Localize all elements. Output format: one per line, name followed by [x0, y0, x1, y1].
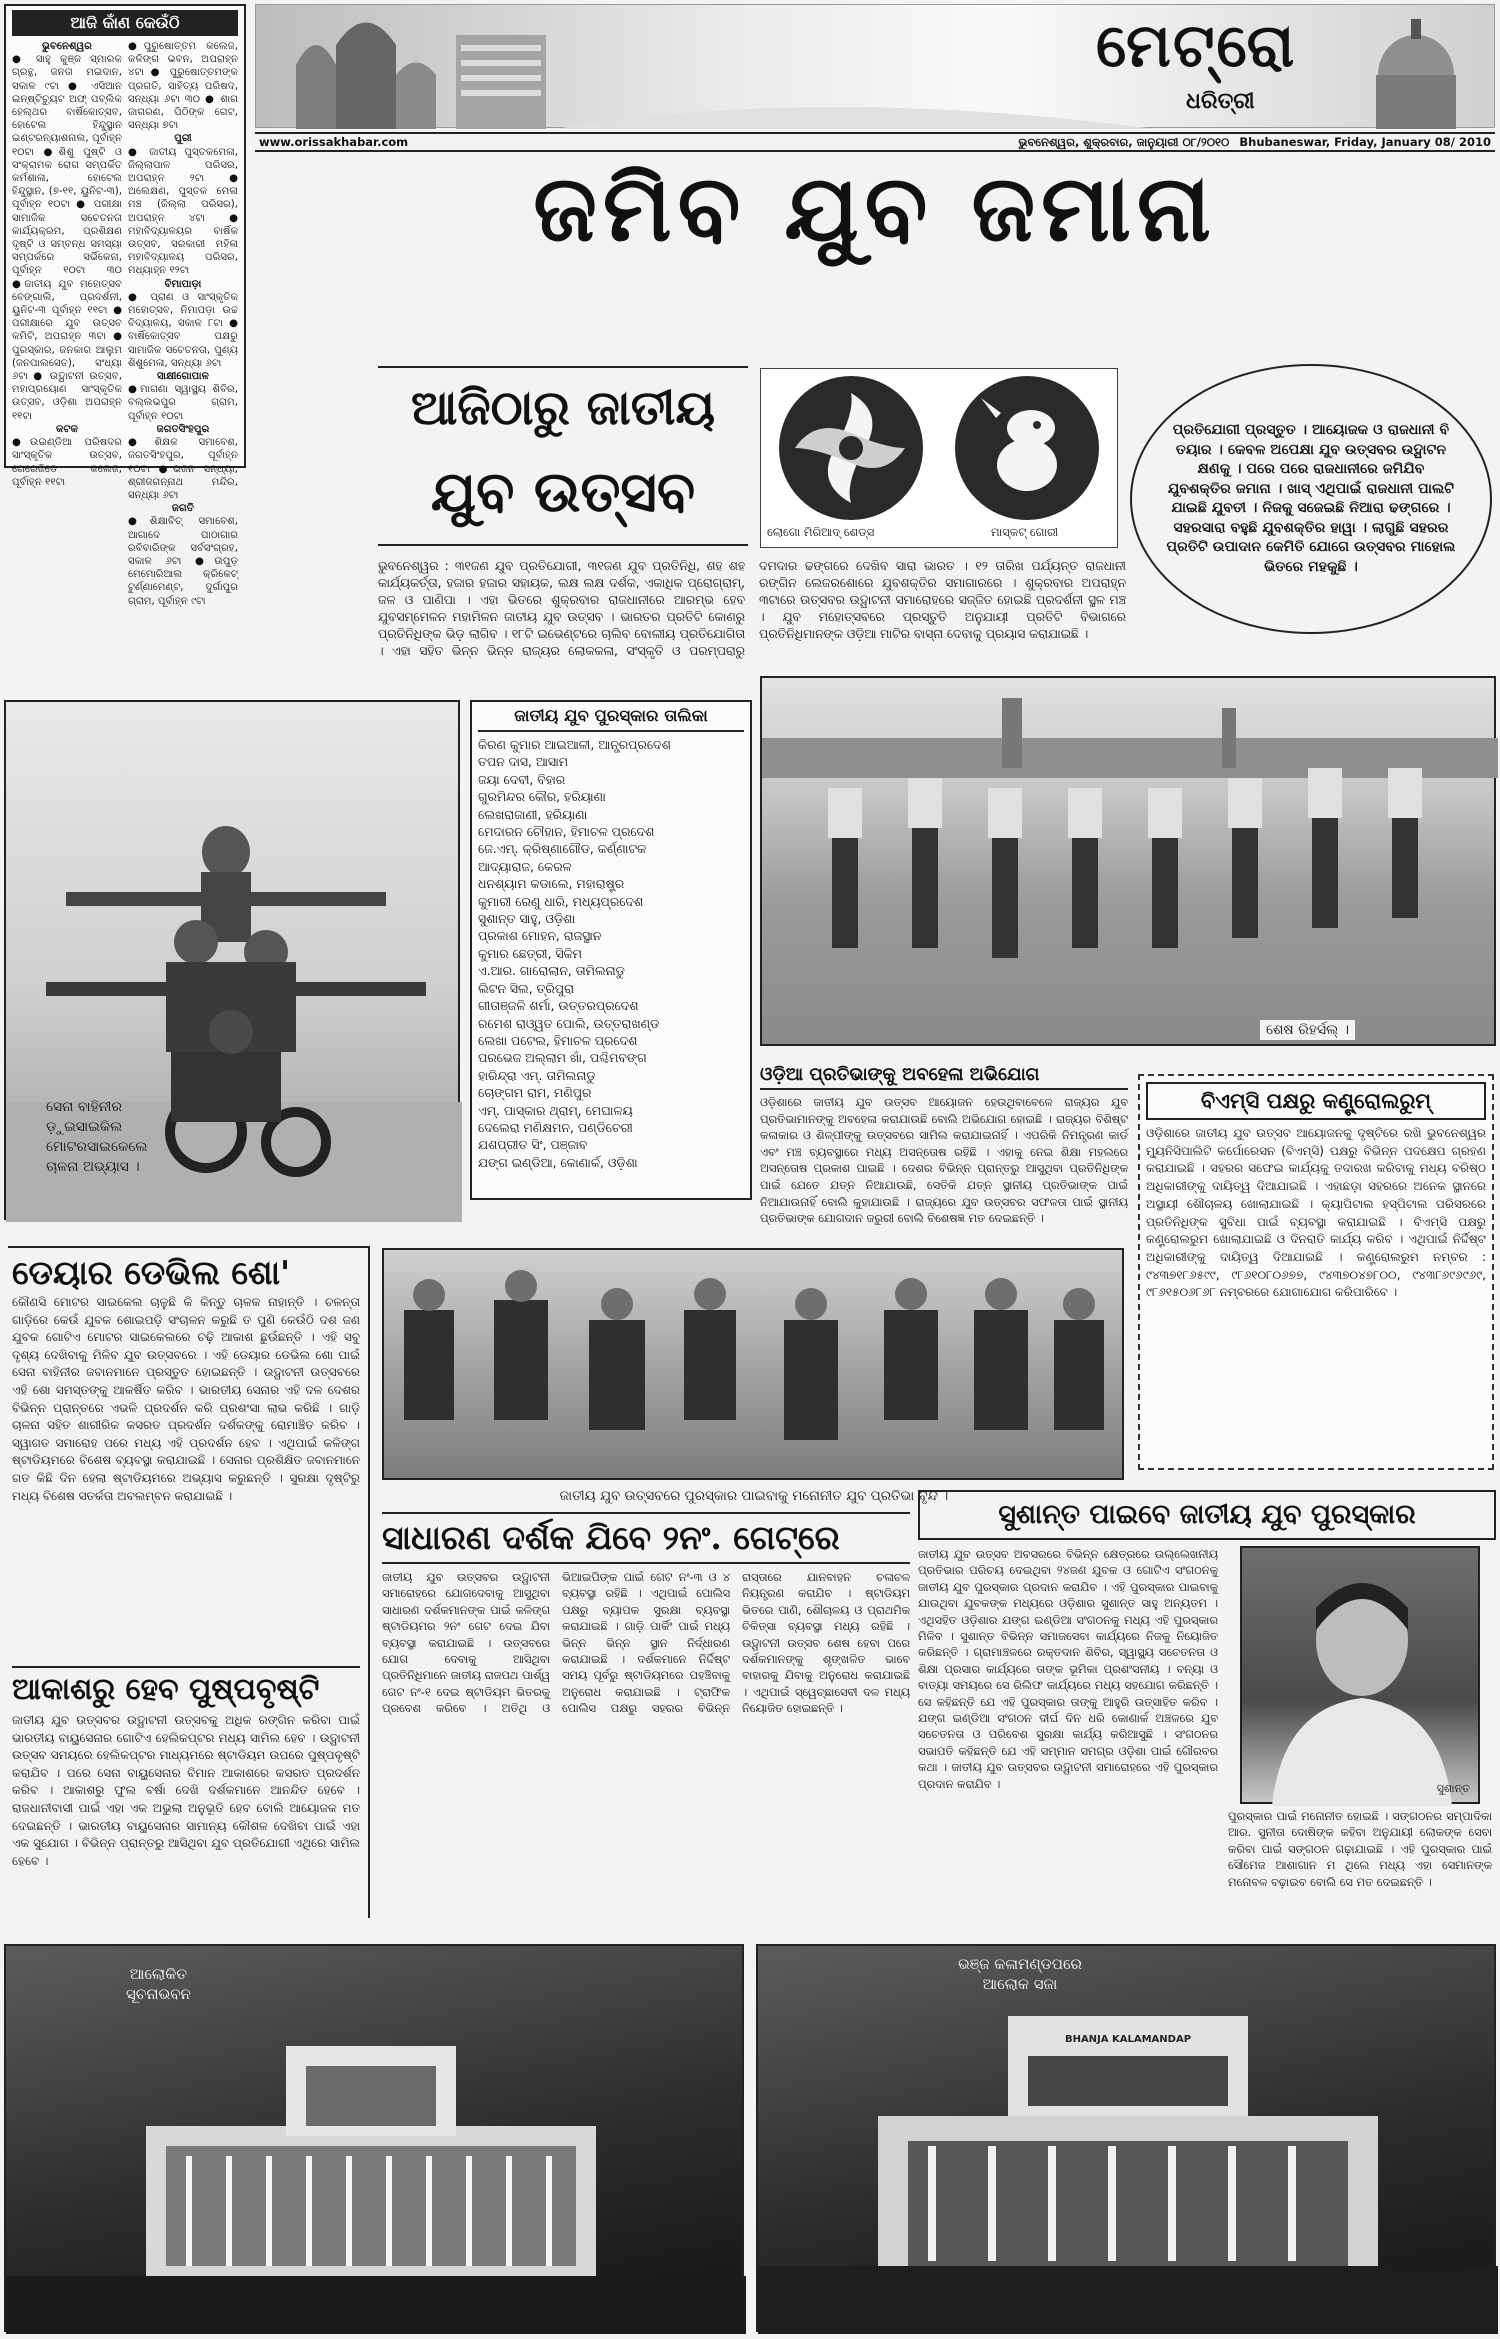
dateline-odia: ଭୁବନେଶ୍ୱର, ଶୁକ୍ରବାର, ଜାନୁୟାରୀ ୦୮/୨୦୧୦	[1018, 135, 1230, 149]
sub-headline-line2: ଯୁବ ଉତ୍ସବ	[430, 459, 696, 525]
masthead-subtitle: ଧରିତ୍ରୀ	[1186, 89, 1255, 114]
award-list-item: ଗୀତାଞ୍ଜଳି ଶର୍ମା, ଉତ୍ତରପ୍ରଦେଶ	[478, 998, 639, 1014]
rehearsal-photo	[760, 676, 1496, 1046]
award-list-item: ଗୁରମିନ୍ଦର କୌର, ହରିୟାଣା	[478, 789, 606, 805]
award-list-item: ଲେଖା ପଟେଲ, ହିମାଚଳ ପ୍ରଦେଶ	[478, 1032, 638, 1048]
event-location-heading: ଜଗତି	[171, 503, 195, 515]
award-list-item: ହାରିନ୍ଦ୍ରା ଏମ୍. ତାମିଲନାଡୁ	[478, 1067, 596, 1083]
events-column	[4, 4, 246, 607]
daredevil-article	[8, 1246, 370, 1918]
logo-caption: ଲୋଗୋ ମିରିଆଦ୍ ଶେଡ୍ସ	[767, 525, 875, 539]
award-list-item: ଏ.ଆର. ଗାରୋଲାନ, ତାମିଲନାଡୁ	[478, 963, 625, 979]
bmc-article	[1138, 1074, 1494, 1470]
event-list-text: ●ମାଗଣା ସ୍ୱାସ୍ଥ୍ୟ ଶିବିର, ବଲ୍ଲଭପୁର ଗ୍ରାମ, ପୂର୍ବାହ୍ନ ୧୦ଟା	[128, 384, 238, 422]
bhanja-kalamandap-photo	[756, 1944, 1496, 2332]
intro-oval-text: ପ୍ରତିଯୋଗୀ ପ୍ରସ୍ତୁତ । ଆୟୋଜକ ଓ ରାଜଧାନୀ ବି ତୟାର । କେବଳ ଅପେକ୍ଷା ଯୁବ ଉତ୍ସବର ଉଦ୍ଘାଟନ କ୍ଷଣକୁ । ପରେ ପରେ ରାଜଧାନୀରେ ଜମିଯିବ ଯୁବଶକ୍ତିର ଜମାନା । ଖାସ୍ ଏଥିପାଇଁ ରାଜଧାନୀ ପାଲଟି ଯାଇଛି ଯୁବତୀ । ନିଜକୁ ସଜେଇଛି ନିଆରା ଢଙ୍ଗରେ । ସହରସାରା ବହୁଛି ଯୁବଶକ୍ତିର ହାୱା । ଲାଗୁଛି ସହରର ପ୍ରତିଟି ଉପାଦାନ କେମିତି ଯୋଗେ ଉତ୍ସବର ମାହୋଲ ଭିତରେ ମହକୁଛି ।	[1166, 422, 1456, 575]
intro-oval	[1130, 364, 1492, 634]
award-list-item: ଜେ.ଏମ୍. କ୍ରିଷ୍ଣାଗୌଡ, କର୍ଣ୍ଣାଟକ	[478, 841, 647, 857]
army-bike-photo	[4, 700, 460, 1220]
event-location-heading: ଜଗତସିଂହପୁର	[156, 423, 210, 435]
sushant-body: ଜାତୀୟ ଯୁବ ଉତ୍ସବ ଅବସରରେ ବିଭିନ୍ନ କ୍ଷେତ୍ରରେ ଉଲ୍ଲେଖନୀୟ ପ୍ରତିଭାର ପରିଚୟ ଦେଇଥିବା ୨୪ଜଣ ଯୁବକ ଓ ଗୋଟିଏ ସଂଗଠନକୁ ଜାତୀୟ ଯୁବ ପୁରସ୍କାର ପ୍ରଦାନ କରାଯିବ । ଏହି ପୁରସ୍କାର ପାଇବାକୁ ଯାଉଥିବା ଯୁବକଙ୍କ ମଧ୍ୟରେ ଓଡ଼ିଶାର ସୁଶାନ୍ତ ସାହୁ ଅନ୍ୟତମ । ଏଥିସହିତ ଓଡ଼ିଶାର ଯଙ୍ଗ ଇଣ୍ଡିଆ ସଂଗଠନକୁ ମଧ୍ୟ ଏହି ପୁରସ୍କାର ମିଳିବ । ସୁଶାନ୍ତ ବିଭିନ୍ନ ସମାଜସେବା କାର୍ଯ୍ୟରେ ନିଜକୁ ନିୟୋଜିତ କରିଛନ୍ତି । ଗ୍ରାମାଞ୍ଚଳରେ ରକ୍ତଦାନ ଶିବିର, ସ୍ୱାସ୍ଥ୍ୟ ସଚେତନତା ଓ ଶିକ୍ଷା ପ୍ରସାର କାର୍ଯ୍ୟରେ ତାଙ୍କ ଭୂମିକା ପ୍ରଶଂସନୀୟ । ବନ୍ୟା ଓ ବାତ୍ୟା ସମୟରେ ସେ ରିଲିଫ କାର୍ଯ୍ୟରେ ମଧ୍ୟ ସହଯୋଗ କରିଛନ୍ତି । ସେ କହିଛନ୍ତି ଯେ ଏହି ପୁରସ୍କାର ତାଙ୍କୁ ଆହୁରି ଉତ୍ସାହିତ କରିବ । ଯଙ୍ଗ ଇଣ୍ଡିଆ ସଂଗଠନ ଦୀର୍ଘ ଦିନ ଧରି କୋଣାର୍କ ଅଞ୍ଚଳରେ ଯୁବ ସଚେତନତା ଓ ପରିବେଶ ସୁରକ୍ଷା କାର୍ଯ୍ୟ କରିଆସୁଛି । ସଂଗଠନର ସଭାପତି କହିଛନ୍ତି ଯେ ଏହି ସମ୍ମାନ ସମଗ୍ର ଓଡ଼ିଶା ପାଇଁ ଗୌରବର କଥା । ଜାତୀୟ ଯୁବ ଉତ୍ସବର ଉଦ୍ଘାଟନୀ ସମାରୋହରେ ଏହି ପୁରସ୍କାର ପ୍ରଦାନ କରାଯିବ ।	[918, 1547, 1218, 1791]
event-list-text: ● ସାହୁ କୁଞ୍ଜ ସ୍ମାରକ ଗ୍ରନ୍ଥ, ଜନତା ମଇଦାନ, ସକାଳ ୯ଟା ● ଏସିଆନ ଇନ୍ଷ୍ଟିଚ୍ୟୁଟ ଅଫ୍ ପବ୍ଲିକ ହେଲ୍ଥର ବାର୍ଷିକୋତ୍ସବ, ହୋଟେଲ ହିନ୍ଦୁସ୍ଥାନ ଇଣ୍ଟରନ୍ୟାଶନାଲ, ପୂର୍ବାହ୍ନ ୧୦ଟା ●ଶିଶୁ ପୁଷ୍ଟି ଓ ସଂକ୍ରାମକ ରୋଗ ସମ୍ପର୍କିତ କର୍ମଶାଳା, ହୋଟେଲ ହିନ୍ଦୁସ୍ଥାନ, (୭-୧୧, ୟୁନିଟ-୩), ପୂର୍ବାହ୍ନ ୧୦ଟା ● ପରୀକ୍ଷା ସାମାଜିକ ସଚେତନତା କାର୍ଯ୍ୟକ୍ରମ, ପ୍ରଶିକ୍ଷଣ ଦୃଷ୍ଟି ଓ ସମ୍ବନ୍ଧ ସମସ୍ୟା ସମ୍ପର୍କରେ ସର୍ଭିକେନା, ପୂର୍ବାହ୍ନ ୧୦ଟା ୩୦ ●ଜାତୀୟ ଯୁବ ମହୋତ୍ସବ ବେଙ୍ଗାଲି, ପ୍ରଦର୍ଶନୀ, ୟୁନିଟ-୩ ପୂର୍ବାହ୍ନ ୧୧ଟା ● ପରୀକ୍ଷାରେ ଯୁବ ଉତ୍ସବ କମିଟି, ଅପରାହ୍ନ ୩ଟା ● ପୁରସ୍କାର, ଜନକାର ଆଲୁମ (ଜନପାଲସେତ), ସଂଧ୍ୟା ୬ଟା ● ଉଦ୍ଘାଟନୀ ଉତ୍ସବ, ମହାପ୍ରୟୋଣ ସାଂସ୍କୃତିକ ଉତ୍ସବ, ଓଡ଼ିଶା ଅପରାହ୍ନ ୧୧ଟା	[12, 54, 122, 422]
award-list-item: ଯଶପ୍ରୀତ ସିଂ, ପଞ୍ଜାବ	[478, 1137, 588, 1153]
website-link[interactable]: www.orissakhabar.com	[259, 135, 409, 149]
event-location-heading: ବିମାପାଡ଼ା	[164, 278, 202, 290]
sky-title: ଆକାଶରୁ ହେବ ପୁଷ୍ପବୃଷ୍ଟି	[12, 1666, 360, 1712]
events-col-1	[12, 40, 122, 608]
award-list-item: ଆଦ୍ୟାରାଜ, କେରଳ	[478, 858, 572, 874]
sub-headline	[378, 366, 748, 546]
award-list	[470, 700, 752, 1200]
bhanja-kalamandap-caption-line1: ଭଞ୍ଜ କଳାମଣ୍ଡପରେ	[958, 1955, 1082, 1973]
event-location-heading: ଭୁବନେଶ୍ୱର	[41, 41, 93, 52]
gate-body: ଜାତୀୟ ଯୁବ ଉତ୍ସବର ଉଦ୍ଘାଟନୀ ସମାରୋହରେ ଯୋଗଦେବାକୁ ଆସୁଥିବା ସାଧାରଣ ଦର୍ଶକମାନଙ୍କ ପାଇଁ କଳିଙ୍ଗ ଷ୍ଟାଡିୟମର ୨ନଂ ଗେଟ ଦେଇ ଯିବା ବ୍ୟବସ୍ଥା କରାଯାଇଛି । ଉତ୍ସବରେ ଯୋଗ ଦେବାକୁ ଆସିଥିବା ପ୍ରତିନିଧିମାନେ ଜାତୀୟ ରାଜପଥ ପାର୍ଶ୍ୱ ଗେଟ ନଂ-୧ ଦେଇ ଷ୍ଟାଡିୟମ ଭିତରକୁ ପ୍ରବେଶ କରିବେ । ଅତିଥି ଓ ଭିଆଇପିଙ୍କ ପାଇଁ ଗେଟ ନଂ-୩ ଓ ୪ ବ୍ୟବସ୍ଥା ରହିଛି । ଏଥିପାଇଁ ପୋଲିସ ପକ୍ଷରୁ ବ୍ୟାପକ ସୁରକ୍ଷା ବ୍ୟବସ୍ଥା କରାଯାଇଛି । ଗାଡ଼ି ପାର୍କିଂ ପାଇଁ ମଧ୍ୟ ଭିନ୍ନ ଭିନ୍ନ ସ୍ଥାନ ନିର୍ଦ୍ଧାରଣ କରାଯାଇଛି । ଦର୍ଶକମାନେ ନିର୍ଦ୍ଦିଷ୍ଟ ସମୟ ପୂର୍ବରୁ ଷ୍ଟାଡିୟମରେ ପହଞ୍ଚିବାକୁ ଅନୁରୋଧ କରାଯାଇଛି । ଟ୍ରାଫିକ ପୋଲିସ ପକ୍ଷରୁ ସହରର ବିଭିନ୍ନ ରାସ୍ତାରେ ଯାନବାହନ ଚଳାଚଳ ନିୟନ୍ତ୍ରଣ କରାଯିବ । ଷ୍ଟାଡିୟମ ଭିତରେ ପାଣି, ଶୌଚାଳୟ ଓ ପ୍ରାଥମିକ ଚିକିତ୍ସା ବ୍ୟବସ୍ଥା ମଧ୍ୟ ରହିଛି । ଉଦ୍ଘାଟନୀ ଉତ୍ସବ ଶେଷ ହେବା ପରେ ଦର୍ଶକମାନଙ୍କୁ ଶୃଙ୍ଖଳିତ ଭାବେ ବାହାରକୁ ଯିବାକୁ ଅନୁରୋଧ କରାଯାଇଛି । ଏଥିପାଇଁ ସ୍ୱେଚ୍ଛାସେବୀ ଦଳ ମଧ୍ୟ ନିୟୋଜିତ ହୋଇଛନ୍ତି ।	[382, 1571, 910, 1716]
award-list-item: ଯଙ୍ଗ ଇଣ୍ଡିଆ, କୋଣାର୍କ, ଓଡ଼ିଶା	[478, 1154, 638, 1170]
award-list-item: ରମେଶ ରାଓ୍ୱତ ପୋଲି, ଉତ୍ତରାଖଣ୍ଡ	[478, 1015, 660, 1031]
mascot-caption: ମାସ୍କଟ୍ ଗୋରୀ	[991, 525, 1059, 539]
skyline-illustration	[256, 5, 1496, 129]
event-list-text: ●ପୁରୁଷୋତ୍ତମ କଲେଜ, କଳିଙ୍ଗ ଭବନ, ଅପରାହ୍ନ ୪ଟା ● ପୁରୁଷୋତ୍ତମଙ୍କ ପ୍ରଗତି, ସାହିତ୍ୟ ପରିଷଦ, ସନ୍ଧ୍ୟା ୬ଟା ୩୦ ● ଶାଗ ଜାଗରଣ, ପିଠିଙ୍କ ଗେଟ, ସନ୍ଧ୍ୟା ୭ଟା	[128, 41, 238, 132]
award-list-item: ଚୋଙ୍ଗମ ରାମ, ମଣିପୁର	[478, 1085, 592, 1101]
bmc-title: ବିଏମ୍‌ସି ପକ୍ଷରୁ କଣ୍ଟ୍ରୋଲରୁମ୍	[1146, 1082, 1486, 1120]
award-list-item: ଲେଖରାଜାଣୀ, ହରିୟାଣା	[478, 806, 588, 822]
award-list-item: କିରଣ କୁମାର ଆଇଆଳୀ, ଆନ୍ଧ୍ରପ୍ରଦେଶ	[478, 737, 671, 752]
dateline-en: Bhubaneswar, Friday, January 08/ 2010	[1239, 135, 1491, 149]
award-names	[478, 736, 744, 1171]
sushant-photo-caption: ସୁଶାନ୍ତ	[1436, 1782, 1470, 1795]
rehearsal-caption: ଶେଷ ରିହର୍ସଲ୍ ।	[1260, 1020, 1355, 1040]
dateline-bar	[255, 132, 1495, 152]
sushant-photo	[1240, 1546, 1480, 1804]
talent-complaint-body: ଓଡ଼ିଶାରେ ଜାତୀୟ ଯୁବ ଉତ୍ସବ ଆୟୋଜନ ହେଉଥିବାବେଳେ ରାଜ୍ୟର ଯୁବ ପ୍ରତିଭାମାନଙ୍କୁ ଅବହେଳା କରାଯାଉଛି ବୋଲି ଅଭିଯୋଗ ହୋଇଛି । ରାଜ୍ୟର ବିଶିଷ୍ଟ କଳାକାର ଓ ଶିଳ୍ପୀଙ୍କୁ ଉତ୍ସବରେ ସାମିଲ କରାଯାଇନାହିଁ । ଏପରିକି ନିମନ୍ତ୍ରଣ କାର୍ଡ ଏବଂ ମଞ୍ଚ ବ୍ୟବସ୍ଥାରେ ମଧ୍ୟ ଅସନ୍ତୋଷ ରହିଛି । ଏହାକୁ ନେଇ ଶିକ୍ଷା ମହଲରେ ଅସନ୍ତୋଷ ପ୍ରକାଶ ପାଇଛି । ଦେଶର ବିଭିନ୍ନ ପ୍ରାନ୍ତରୁ ଆସୁଥିବା ପ୍ରତିନିଧିଙ୍କ ପାଇଁ ଯେତେ ଯତ୍ନ ନିଆଯାଉଛି, ସେତିକି ଯତ୍ନ ସ୍ଥାନୀୟ ପ୍ରତିଭାଙ୍କ ପାଇଁ ନିଆଯାଉନାହିଁ ବୋଲି କୁହାଯାଉଛି । ରାଜ୍ୟରେ ଯୁବ ଉତ୍ସବର ସଫଳତା ପାଇଁ ସ୍ଥାନୀୟ ପ୍ରତିଭାଙ୍କ ଯୋଗଦାନ ଜରୁରୀ ବୋଲି ବିଶେଷଜ୍ଞ ମତ ଦେଇଛନ୍ତି ।	[760, 1095, 1128, 1226]
masthead	[255, 4, 1495, 128]
bhanja-kalamandap-caption-line2: ଆଲୋକ ସଜା	[982, 1975, 1058, 1993]
event-location-heading: ସାକ୍ଷୀଗୋପାଳ	[157, 371, 209, 383]
sushant-article	[918, 1490, 1496, 1922]
talent-complaint-article	[760, 1064, 1128, 1260]
mascot-icon	[941, 373, 1113, 523]
award-list-item: ଜୟା ଦେବୀ, ବିହାର	[478, 771, 566, 787]
sushant-tail: ପୁରସ୍କାର ପାଇଁ ମନୋନୀତ ହୋଇଛି । ସଙ୍ଗଠନର ସମ୍ପାଦିକା ଆର. ସୁନୀତା ଦୋଷିଙ୍କ କହିବା ଅନୁଯାୟୀ ଲୋକଙ୍କ ସେବା କରିବା ପାଇଁ ସଙ୍ଗଠନ ଗଢ଼ାଯାଇଛି । ଏହି ପୁରସ୍କାର ପାଇଁ ସୌମେଜ ଆଶାଗାନ ମ ଥିଲେ ମଧ୍ୟ ଏହା ସେମାନଙ୍କ ମନୋବଳ ବଢ଼ାଇବ ବୋଲି ସେ ମତ ଦେଇଛନ୍ତି ।	[1228, 1809, 1492, 1889]
award-list-title: ଜାତୀୟ ଯୁବ ପୁରସ୍କାର ତାଲିକା	[478, 706, 744, 732]
gate-title: ସାଧାରଣ ଦର୍ଶକ ଯିବେ ୨ନଂ. ଗେଟ୍‌ରେ	[382, 1512, 910, 1564]
award-list-item: ଲିଟନ ସିଲ, ତ୍ରିପୁରା	[478, 980, 574, 996]
award-list-item: କୁମାର ଛେତ୍ରୀ, ସିକିମ	[478, 945, 582, 961]
bmc-body: ଓଡ଼ିଶାରେ ଜାତୀୟ ଯୁବ ଉତ୍ସବ ଆୟୋଜନକୁ ଦୃଷ୍ଟିରେ ରଖି ଭୁବନେଶ୍ୱର ମ୍ୟୁନିସିପାଲିଟି କର୍ପୋରେସନ (ବିଏମ୍‌ସି) ପକ୍ଷରୁ ବିଭିନ୍ନ ପଦକ୍ଷେପ ଗ୍ରହଣ କରାଯାଇଛି । ସହରର ସଫେଇ କାର୍ଯ୍ୟକୁ ତଦାରଖ କରିବାକୁ ମଧ୍ୟ ବରିଷ୍ଠ ଅଧିକାରୀଙ୍କୁ ଦାୟିତ୍ୱ ଦିଆଯାଇଛି । ଏହାଛଡ଼ା ସହରରେ ଅନେକ ସ୍ଥାନରେ ଅସ୍ଥାୟୀ ଶୌଚାଳୟ ଖୋଲାଯାଇଛି । କ୍ୟାପିଟାଲ ହସ୍ପିଟାଲ ପରିସରରେ ପ୍ରତିନିଧିଙ୍କ ସୁବିଧା ପାଇଁ ବ୍ୟବସ୍ଥା କରାଯାଇଛି । ବିଏମ୍‌ସି ପକ୍ଷରୁ କଣ୍ଟ୍ରୋଲରୁମ ଖୋଲାଯାଇଛି ଓ ଦିନରାତି କାର୍ଯ୍ୟ କରିବ । ଏଥିପାଇଁ ନିର୍ଦ୍ଦିଷ୍ଟ ଅଧିକାରୀଙ୍କୁ ଦାୟିତ୍ୱ ଦିଆଯାଇଛି । କଣ୍ଟ୍ରୋଲରୁମ ନମ୍ବର : ୯୪୩୭୧୮୬୫୯୯, ୯୮୬୧୦୮୦୬୭୭, ୯୪୩୭୦୪୭୮୦୦, ୯୪୩୮୬୯୬୯୬୯, ୯୮୬୧୫୦୬୮୬୮ ନମ୍ବରରେ ଯୋଗାଯୋଗ କରିପାରିବେ ।	[1146, 1126, 1486, 1300]
events-col-2	[128, 40, 238, 608]
main-headline: ଜମିବ ଯୁବ ଜମାନା	[533, 154, 1217, 262]
event-list-text: ● ପ୍ରାଣ ଓ ସାଂସ୍କୃତିକ ମହୋତ୍ସବ, ନିମାପଡ଼ା ଉଚ୍ଚ ବିଦ୍ୟାଳୟ, ସକାଳ ୮ଟା ● ବାର୍ଷିକୋତ୍ସବ ପକ୍ଷରୁ ସାମାଜିକ ସଚେତନତା, ପୁଣ୍ୟ ଶିଶୁମେଳା, ସନ୍ଧ୍ୟା ୬ଟା	[128, 291, 238, 369]
sub-headline-line1: ଆଜିଠାରୁ ଜାତୀୟ	[410, 380, 716, 436]
award-list-item: କୁମାରୀ ରେଣୁ ଧାରି, ମଧ୍ୟପ୍ରଦେଶ	[478, 893, 644, 909]
award-list-item: ସୁଶାନ୍ତ ସାହୁ, ଓଡ଼ିଶା	[478, 911, 576, 927]
award-list-item: ମେଦାରନ ଚୌହାନ, ହିମାଚଳ ପ୍ରଦେଶ	[478, 824, 655, 840]
daredevil-title: ଡେୟାର ଡେଭିଲ ଶୋ'	[12, 1253, 291, 1292]
event-location-heading: କଟକ	[55, 423, 79, 435]
award-list-item: ଦେଲେରା ମଣିକ୍ଷମନ, ପଣ୍ଡିଚେରୀ	[478, 1119, 633, 1135]
events-title: ଆଜି କାଁଣ କେଉଁଠି	[12, 10, 238, 36]
event-location-heading: ପୁରୀ	[174, 133, 192, 145]
talent-complaint-title: ଓଡ଼ିଆ ପ୍ରତିଭାଙ୍କୁ ଅବହେଳା ଅଭିଯୋଗ	[760, 1064, 1128, 1090]
award-list-item: ପ୍ରକାଶ ମୋହନ, ରାଜସ୍ଥାନ	[478, 928, 602, 944]
information-bhawan-caption-line1: ଆଲୋକିତ	[129, 1965, 188, 1983]
bhanja-kalamandap-caption	[958, 1954, 1082, 1994]
awardees-caption: ଜାତୀୟ ଯୁବ ଉତ୍ସବରେ ପୁରସ୍କାର ପାଇବାକୁ ମନୋନୀତ ଯୁବ ପ୍ରତିଭା ବୃନ୍ଦ ।	[559, 1488, 949, 1504]
festival-logo-icon	[765, 373, 937, 523]
award-list-item: ପରଭେଜ ଅଲ୍ଲାମ ଖାଁ, ପଶ୍ଚିମବଙ୍ଗ	[478, 1050, 647, 1066]
event-list-text: ●ଶିକ୍ଷକ ସମାବେଶ, ଜଗତସିଂହପୁର, ପୂର୍ବାହ୍ନ ୧୦ଟା ●ଭଜନ ସନ୍ଧ୍ୟା, ଶ୍ରୀଜଗନ୍ନାଥ ମନ୍ଦିର, ସନ୍ଧ୍ୟା ୬ଟା	[128, 437, 238, 501]
event-list-text: ● ଜାତୀୟ ପୁସ୍ତକମେଳା, ଜିଲ୍ଲାପାଳ ପରିସର, ଅପରାହ୍ନ ୨ଟା ● ଅଲେକ୍ଷଣ, ପୁସ୍ତକ ମେଳା ମଞ୍ଚ (ଜିଲ୍ଲା ପରିସର), ଅପରାହ୍ନ ୪ଟା ● ମହାବିଦ୍ୟାଳୟର ବାର୍ଷିକ ଉତ୍ସବ, ସରକାରୀ ମହିଳା ମହାବିଦ୍ୟାଳୟ ପରିସର, ମଧ୍ୟାହ୍ନ ୧୨ଟା	[128, 146, 238, 277]
information-bhawan-caption	[126, 1964, 191, 2004]
award-list-item: ତପନ ଦାସ, ଆସାମ	[478, 754, 569, 770]
sushant-title: ସୁଶାନ୍ତ ପାଇବେ ଜାତୀୟ ଯୁବ ପୁରସ୍କାର	[918, 1490, 1496, 1540]
awardees-group-photo	[382, 1248, 1124, 1480]
gate-article	[382, 1512, 910, 1922]
building-sign: BHANJA KALAMANDAP	[1064, 2034, 1192, 2045]
daredevil-body: କୌଣସି ମୋଟର ସାଇକେଲ ଚାଳୁଛି କି କିନ୍ତୁ ଚାଳକ ନାହାନ୍ତି । ଚଳନ୍ତା ଗାଡ଼ିରେ କେଉଁ ଯୁବକ ଶୋଇପଡ଼ି ସଂଚାଳନ କରୁଛି ତ ପୁଣି କେଉଁଠି ଦଶ ଜଣ ଯୁବକ ଗୋଟିଏ ମୋଟର ସାଇକେଲରେ ଚଢ଼ି ଆକାଶ ଛୁଉଁଛନ୍ତି । ଏହି ସବୁ ଦୃଶ୍ୟ ଦେଖିବାକୁ ମିଳିବ ଯୁବ ଉତ୍ସବରେ । ଏହି ଡେୟାର ଡେଭିଲ ଶୋ ପାଇଁ ସେନା ବାହିନୀର ଜବାନମାନେ ପ୍ରସ୍ତୁତ ହୋଇଛନ୍ତି । ଉଦ୍ଘାଟନୀ ଉତ୍ସବରେ ଏହି ଶୋ ସମସ୍ତଙ୍କୁ ଆକର୍ଷିତ କରିବ । ଭାରତୀୟ ସେନାର ଏହି ଦଳ ଦେଶର ବିଭିନ୍ନ ପ୍ରାନ୍ତରେ ଏଭଳି ପ୍ରଦର୍ଶନ କରି ପ୍ରଶଂସା ଲାଭ କରିଛି । ଗାଡ଼ି ଚାଳନା ସହିତ ଶାରୀରିକ କସରତ ପ୍ରଦର୍ଶନ ଦର୍ଶକଙ୍କୁ ରୋମାଞ୍ଚିତ କରିବ । ସ୍ୱାଗତ ସମାରୋହ ପରେ ମଧ୍ୟ ଏହି ପ୍ରଦର୍ଶନ ହେବ । ଏଥିପାଇଁ କଳିଙ୍ଗ ଷ୍ଟାଡିୟମରେ ବିଶେଷ ବ୍ୟବସ୍ଥା କରାଯାଇଛି । ସେନାର ପ୍ରଶିକ୍ଷିତ ଜବାନମାନେ ଗତ କିଛି ଦିନ ହେଲା ଷ୍ଟାଡିୟମରେ ଅଭ୍ୟାସ କରୁଛନ୍ତି । ସୁରକ୍ଷା ଦୃଷ୍ଟିରୁ ମଧ୍ୟ ବିଶେଷ ସତର୍କତା ଅବଲମ୍ବନ କରାଯାଇଛି ।	[12, 1295, 360, 1503]
masthead-title: ମେଟ୍ରୋ	[1096, 11, 1297, 81]
sky-body: ଜାତୀୟ ଯୁବ ଉତ୍ସବର ଉଦ୍ଘାଟନୀ ଉତ୍ସବକୁ ଅଧିକ ରଙ୍ଗିନ କରିବା ପାଇଁ ଭାରତୀୟ ବାୟୁସେନାର ଗୋଟିଏ ହେଲିକପ୍ଟର ମଧ୍ୟ ସାମିଲ ହେବ । ଉଦ୍ଘାଟନୀ ଉତ୍ସବ ସମୟରେ ହେଲିକପ୍ଟର ମାଧ୍ୟମରେ ଷ୍ଟାଡିୟମ ଉପରେ ପୁଷ୍ପବୃଷ୍ଟି କରାଯିବ । ପରେ ସେନା ବାୟୁସେନାର ବିମାନ ଆକାଶରେ କସରତ ପ୍ରଦର୍ଶନ କରିବ । ଆକାଶରୁ ଫୁଲ ବର୍ଷା ଦେଖି ଦର୍ଶକମାନେ ଆନନ୍ଦିତ ହେବେ । ରାଜଧାନୀବାସୀ ପାଇଁ ଏହା ଏକ ଅଭୁଲା ଅନୁଭୂତି ହେବ ବୋଲି ଆୟୋଜକ ମତ ଦେଇଛନ୍ତି । ଭାରତୀୟ ବାୟୁସେନାର ସାମାନ୍ୟ କୌଶଳ ଦେଖିବା ପାଇଁ ଏହା ଏକ ସୁଯୋଗ । ବିଭିନ୍ନ ପ୍ରାନ୍ତରୁ ଆସିଥିବା ଯୁବ ପ୍ରତିଯୋଗୀ ଏଥିରେ ସାମିଲ ହେବେ ।	[12, 1713, 360, 1868]
logos-panel	[760, 368, 1118, 548]
army-bike-caption: ସେନା ବାହିନୀର ଡ଼ୁଇସାଇକିଲ ମୋଟରସାଇକେଲେ ଚାଳନା ଅଭ୍ୟାସ ।	[46, 1099, 148, 1175]
information-bhawan-photo	[4, 1944, 744, 2332]
event-list-text: ●ଉଇଣ୍ଡିଆ ପରିଷଦର ସାଂସ୍କୃତିକ ଉତ୍ସବ, ଗେରେଜିଡେ କଲେଜ, ପୂର୍ବାହ୍ନ ୧୧ଟା	[12, 437, 122, 488]
intro-article: ଭୁବନେଶ୍ୱର : ୩୧ଜଣ ଯୁବ ପ୍ରତିଯୋଗୀ, ୩୧ଜଣ ଯୁବ ପ୍ରତିନିଧି, ଶହ ଶହ କାର୍ଯ୍ୟକର୍ତ୍ତା, ହଜାର ହଜାର ସହାୟକ, ଲକ୍ଷ ଲକ୍ଷ ଦର୍ଶକ, ଏକାଧିକ ପ୍ରୋଗ୍ରାମ୍, ଜଳ ଓ ପାଣିପା । ଏହା ଭିତରେ ଶୁକ୍ରବାର ରାଜଧାନୀରେ ଆରମ୍ଭ ହେବ ଯୁବସମ୍ମେଳନ ମହାମିଳନ ଜାତୀୟ ଯୁବ ଉତ୍ସବ । ଭାରତର ପ୍ରତିଟି କୋଣରୁ ପ୍ରତିନିଧିଙ୍କ ଭିଡ଼ ଲାଗିବ । ୧୮ଟି ଇଭେଣ୍ଟରେ ଚାଲିବ ବୋଲୀୟ ପ୍ରତିଯୋଗିତା । ଏହା ସହିତ ଭିନ୍ନ ଭିନ୍ନ ରାଜ୍ୟର ଲୋକକଳା, ସଂସ୍କୃତି ଓ ପରମ୍ପରାରୁ ଦମଦାର ଢଙ୍ଗରେ ଦେଖିବ ସାରା ଭାରତ । ୧୨ ତାରିଖ ପର୍ଯ୍ୟନ୍ତ ରାଜଧାନୀ ରଙ୍ଗିନ ଲେଜରଶୋରେ ଯୁବଶକ୍ତିର ସମାଗାରରେ । ଶୁକ୍ରବାର ଅପରାହ୍ନ ୩ଟାରେ ଉତ୍ସବର ଉଦ୍ଘାଟନୀ ସମାରୋହରେ ସଜ୍ଜିତ ହୋଇଛି ପ୍ରଦର୍ଶନୀ ସ୍ଥଳ ମଞ୍ଚ । ଯୁବ ମହୋତ୍ସବରେ ପ୍ରସ୍ତୁତି ଅନୁଯାୟୀ ପ୍ରତିଟି ବିଭାଗରେ ପ୍ରତିନିଧିମାନଙ୍କ ଓଡ଼ିଆ ମାଟିର ବାସ୍ନା ଦେବାକୁ ପ୍ରୟାସ କରାଯାଇଛି ।	[378, 559, 1126, 658]
event-list-text: ●ଶିକ୍ଷାବିତ୍ ସମାବେଶ, ଆଗାଦେ ପାଠାଗାର ରବିବାରିଙ୍କ ସର୍ବସଂଗ୍ରହ, ସକାଳ ୬ଟା ●ଉପୁଡ଼ ମେମୋରିଆଲ କ୍ରିକେଟ୍ ଟୁର୍ଣ୍ଣାମେଣ୍ଟ, ଦୁର୍ଗାପୁର ଗ୍ରାମ, ପୂର୍ବାହ୍ନ ୯ଟା	[128, 516, 238, 607]
award-list-item: ଏମ୍. ପାସ୍କାର ଥ୍ରାମ୍, ମେଘାଳୟ	[478, 1102, 633, 1118]
information-bhawan-caption-line2: ସୂଚନାଭବନ	[126, 1985, 191, 2003]
award-list-item: ଧନଶ୍ୟାମ କଡାଲେ, ମହାରାଷ୍ଟ୍ର	[478, 876, 625, 892]
